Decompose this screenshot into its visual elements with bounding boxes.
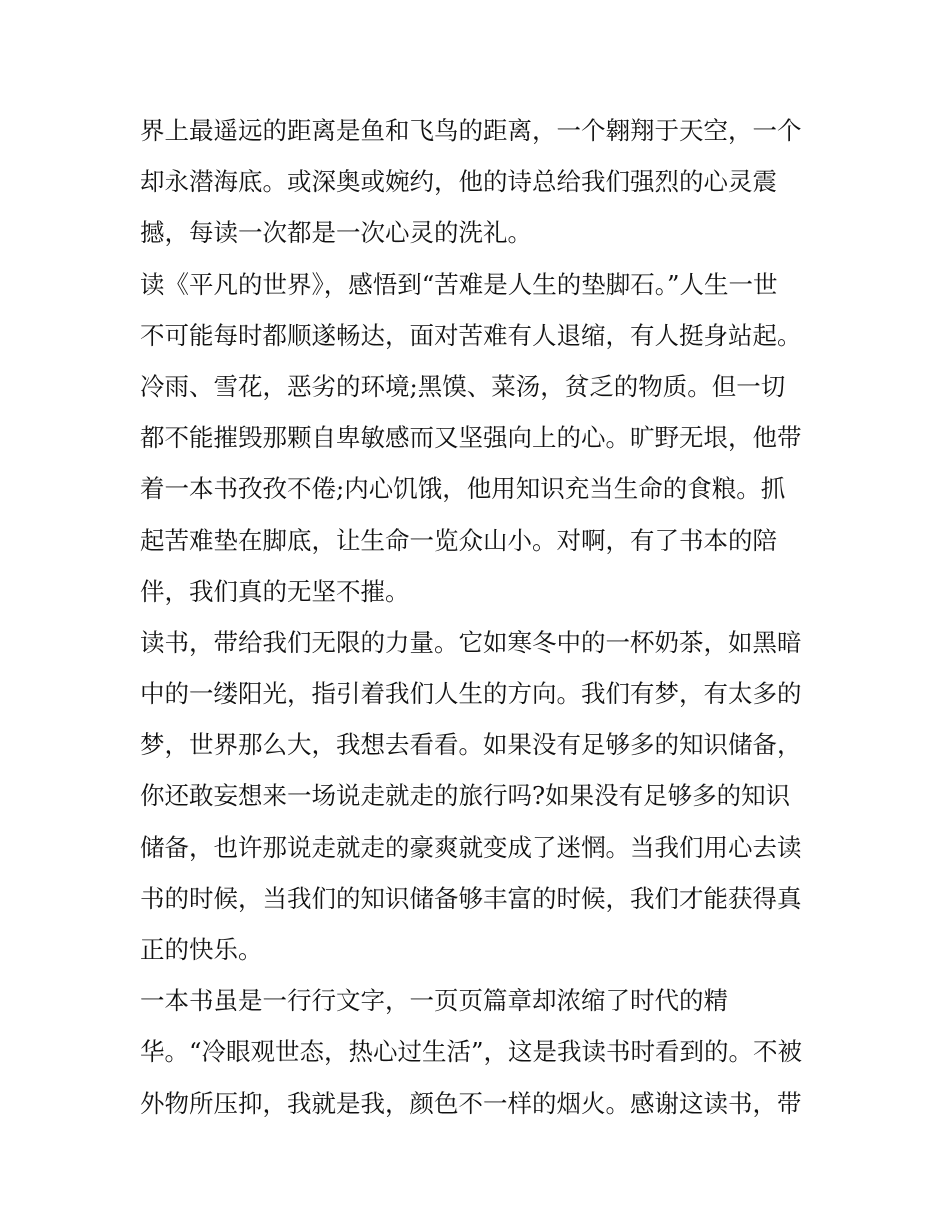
text-line: 华。“冷眼观世态，热心过生活”，这是我读书时看到的。不被 xyxy=(140,1037,803,1067)
text-line: 起苦难垫在脚底，让生命一览众山小。对啊，有了书本的陪 xyxy=(140,525,777,555)
text-line: 外物所压抑，我就是我，颜色不一样的烟火。感谢这读书，带 xyxy=(140,1088,802,1118)
text-line: 界上最遥远的距离是鱼和飞鸟的距离，一个翱翔于天空，一个 xyxy=(140,116,802,145)
text-line: 却永潜海底。或深奥或婉约，他的诗总给我们强烈的心灵震 xyxy=(140,167,777,197)
text-line: 你还敢妄想来一场说走就走的旅行吗?如果没有足够多的知识 xyxy=(140,781,791,811)
text-line: 着一本书孜孜不倦;内心饥饿，他用知识充当生命的食粮。抓 xyxy=(140,474,786,504)
text-line: 撼，每读一次都是一次心灵的洗礼。 xyxy=(140,218,532,248)
text-line: 伴，我们真的无坚不摧。 xyxy=(140,576,410,606)
text-line: 一本书虽是一行行文字，一页页篇章却浓缩了时代的精 xyxy=(140,986,728,1016)
text-line: 读书，带给我们无限的力量。它如寒冬中的一杯奶茶，如黑暗 xyxy=(140,627,802,657)
text-line: 不可能每时都顺遂畅达，面对苦难有人退缩，有人挺身站起。 xyxy=(140,320,802,350)
text-line: 梦，世界那么大，我想去看看。如果没有足够多的知识储备， xyxy=(140,730,802,760)
text-line: 中的一缕阳光，指引着我们人生的方向。我们有梦，有太多的 xyxy=(140,679,802,709)
text-line: 书的时候，当我们的知识储备够丰富的时候，我们才能获得真 xyxy=(140,883,802,913)
text-line: 冷雨、雪花，恶劣的环境;黑馍、菜汤，贫乏的物质。但一切 xyxy=(140,371,786,401)
text-line: 正的快乐。 xyxy=(140,935,263,964)
text-line: 都不能摧毁那颗自卑敏感而又坚强向上的心。旷野无垠，他带 xyxy=(140,423,802,453)
text-line: 储备，也许那说走就走的豪爽就变成了迷惘。当我们用心去读 xyxy=(140,832,802,862)
text-line: 读《平凡的世界》，感悟到“苦难是人生的垫脚石。”人生一世 xyxy=(140,269,778,299)
body-text xyxy=(140,105,820,1129)
